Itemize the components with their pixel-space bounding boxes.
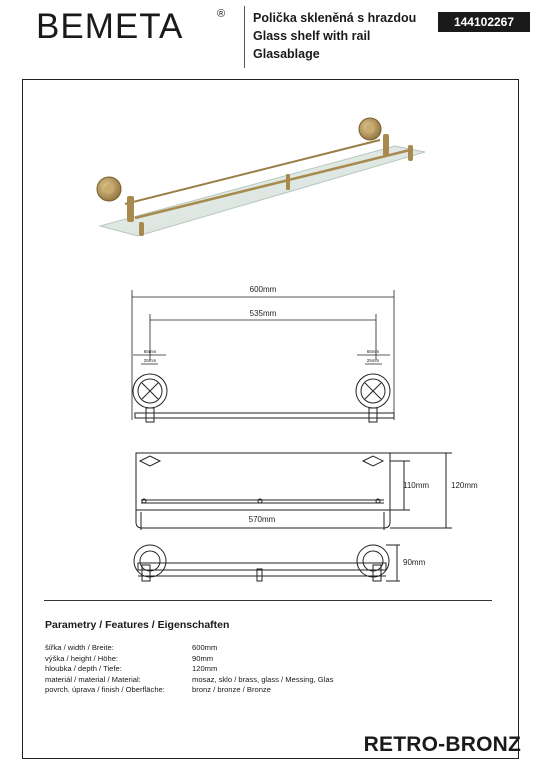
spec-label: výška / height / Höhe:: [45, 653, 119, 663]
spec-row: [45, 685, 333, 696]
brand-logo-text: BEMETA: [36, 8, 184, 42]
left-rosette-center: [104, 184, 114, 194]
front-view: [133, 374, 394, 422]
spec-row: [45, 675, 333, 686]
features-table: [45, 643, 333, 696]
spec-value: 600mm: [192, 643, 218, 652]
dim-bracket-right-inner: 25mm: [366, 358, 380, 363]
spec-label: šířka / width / Breite:: [45, 643, 114, 652]
dim-depth: 90mm: [403, 558, 426, 567]
title-german: Glasablage: [253, 47, 320, 61]
middle-post: [286, 174, 290, 190]
product-code-badge: 144102267: [438, 12, 530, 32]
right-rosette-center: [366, 125, 375, 134]
product-photo: [97, 118, 425, 236]
rail-end-post: [408, 145, 413, 161]
right-post: [383, 134, 389, 156]
dim-inner-height: 110mm: [403, 481, 430, 490]
dim-rail-length: 570mm: [248, 515, 276, 524]
features-title: Parametry / Features / Eigenschaften: [45, 619, 230, 631]
title-english: Glass shelf with rail: [253, 29, 371, 43]
dim-bracket-left-inner: 25mm: [143, 358, 157, 363]
spec-label: hloubka / depth / Tiefe:: [45, 664, 122, 673]
spec-value: 120mm: [192, 664, 218, 673]
dim-total-height: 120mm: [451, 481, 478, 490]
dim-total-width: 600mm: [249, 285, 277, 294]
top-view: [134, 545, 400, 581]
spec-value: 90mm: [192, 653, 214, 663]
registered-mark: ®: [217, 8, 226, 20]
spec-value: bronz / bronze / Bronze: [192, 685, 271, 694]
bronze-rail: [135, 150, 410, 218]
spec-row: [45, 664, 333, 675]
left-post: [127, 196, 134, 222]
left-rail-post: [139, 222, 144, 236]
section-divider: [44, 600, 492, 601]
spec-value: mosaz, sklo / brass, glass / Messing, Glas: [192, 674, 334, 684]
elevation-view: [136, 453, 452, 530]
spec-row: [45, 654, 333, 665]
dim-bracket-left: 65mm: [143, 349, 157, 354]
spec-label: materiál / material / Material:: [45, 674, 141, 684]
dim-bracket-right: 65mm: [366, 349, 380, 354]
title-czech: Polička skleněná s hrazdou: [253, 11, 417, 25]
spec-label: povrch. úprava / finish / Oberfläche:: [45, 685, 165, 694]
spec-row: [45, 643, 333, 654]
dim-rail-span: 535mm: [249, 309, 277, 318]
product-series: RETRO-BRONZ: [363, 733, 521, 756]
